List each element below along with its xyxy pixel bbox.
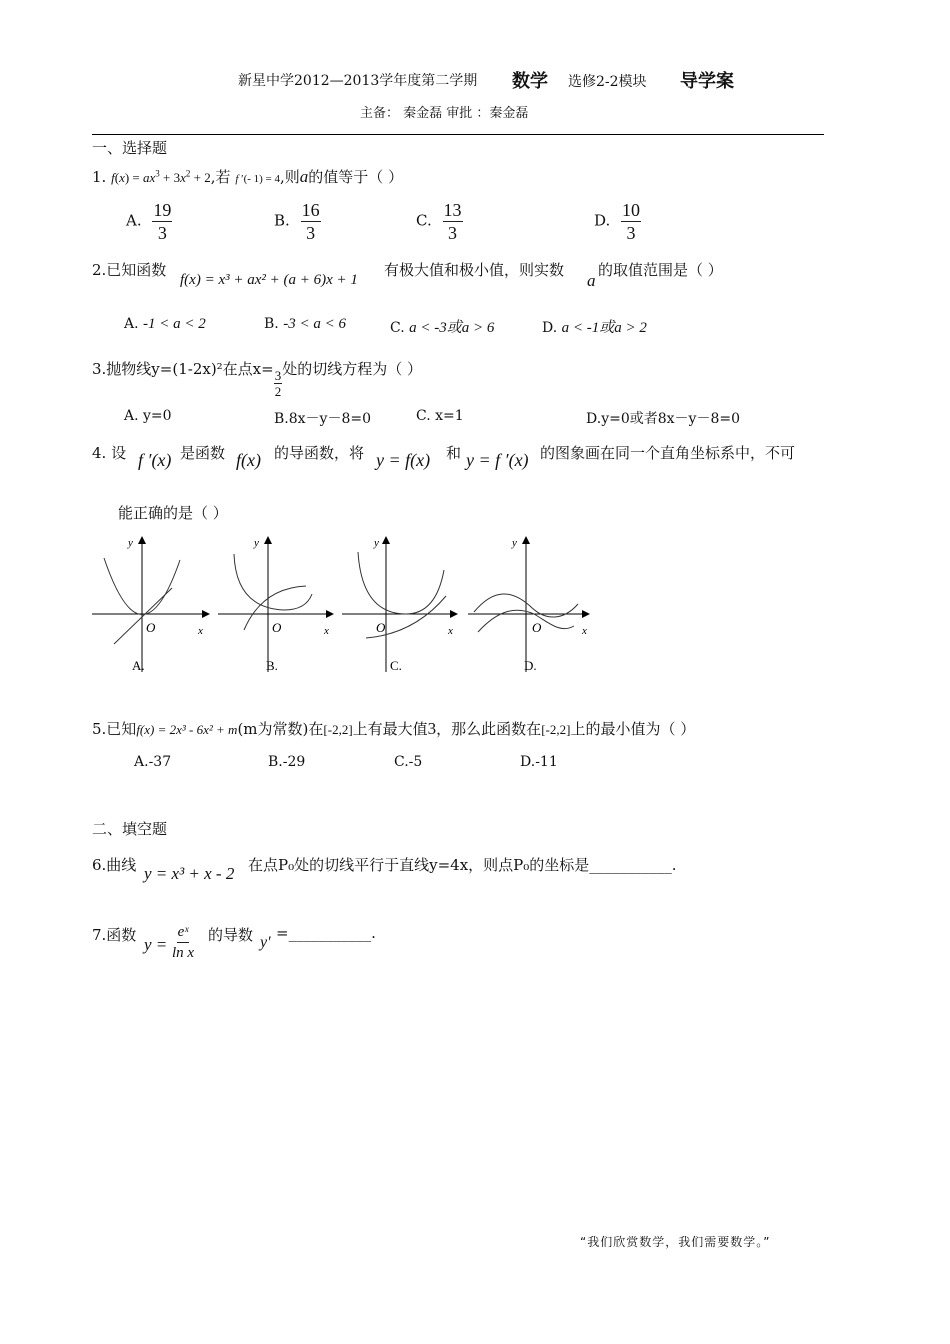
- curve-fprime: [114, 588, 172, 644]
- frac-num: 10: [622, 200, 641, 220]
- q4-and: 和: [446, 444, 462, 462]
- option-label: D.: [586, 411, 602, 427]
- q2-option-c[interactable]: [390, 316, 494, 337]
- module-name: 选修2-2模块: [568, 74, 647, 90]
- option-label: D.: [542, 320, 558, 336]
- q3-ask: 处的切线方程为（ ）: [282, 360, 422, 378]
- q2-option-d[interactable]: [542, 316, 647, 337]
- q1-option-b[interactable]: [274, 199, 321, 244]
- axis-x-label: x: [448, 625, 453, 637]
- axis-x-label: x: [582, 625, 587, 637]
- q5-option-d[interactable]: [520, 754, 558, 770]
- graph-c[interactable]: [342, 537, 456, 673]
- school-term: 新星中学2012—2013学年度第二学期: [238, 73, 478, 89]
- option-label: A.: [124, 408, 139, 424]
- q2-var: a: [587, 271, 596, 290]
- option-text: -1 < a < 2: [143, 316, 206, 332]
- section2-title: 二、填空题: [92, 820, 168, 838]
- q1-stem: 1. $f(x) = ax^3 + 3x^2 + 2$,若 f ′(- 1) = 4,则a的值等于（ ）: [92, 167, 404, 186]
- q1-tail: ,则: [280, 168, 300, 186]
- q7-text: 的导数: [208, 926, 254, 944]
- option-text: -37: [148, 754, 172, 770]
- q7-answer-line: [276, 924, 376, 942]
- q4-derivative: 的导函数，将: [274, 444, 365, 462]
- q3-stem: [92, 358, 422, 399]
- option-text: 8x－y－8=0: [288, 411, 372, 427]
- q6-end: .: [671, 856, 677, 874]
- curve-f: [358, 552, 444, 614]
- graph-label-a: A.: [132, 658, 145, 673]
- frac-den: 3: [157, 223, 167, 243]
- section1-title: 一、选择题: [92, 139, 168, 157]
- q5-ask: 上的最小值为（ ）: [570, 720, 696, 738]
- q3-option-d[interactable]: [586, 408, 740, 428]
- frac-den: 3: [626, 223, 636, 243]
- q1-var: a: [299, 167, 309, 186]
- option-text: x=1: [435, 408, 464, 424]
- q5-middle1: 在: [308, 720, 324, 738]
- subject-title: 数学: [512, 71, 548, 92]
- frac-den: 2: [274, 384, 282, 399]
- frac-num: eˣ: [177, 922, 190, 943]
- option-label: D.: [594, 211, 611, 230]
- q1-condition-word: 若: [215, 168, 231, 186]
- frac-num: 13: [443, 200, 462, 220]
- q4-line2: 能正确的是（ ）: [118, 504, 228, 522]
- q1-option-a[interactable]: [126, 199, 172, 244]
- option-label: B.: [274, 411, 289, 427]
- frac-den: ln x: [172, 945, 195, 961]
- q1-number: 1.: [92, 168, 107, 186]
- axis-x-label: x: [324, 625, 329, 637]
- option-text: -5: [408, 754, 423, 770]
- option-text: a < -1或a > 2: [561, 320, 647, 336]
- option-label: D.: [520, 754, 536, 770]
- axis-y-label: y: [128, 537, 133, 549]
- q6-answer-blank[interactable]: ___________: [589, 856, 672, 874]
- option-label: A.: [134, 754, 149, 770]
- graph-d[interactable]: [468, 537, 588, 673]
- q5-option-b[interactable]: [268, 754, 305, 770]
- option-text: y=0: [143, 408, 172, 424]
- option-text: -3 < a < 6: [283, 316, 346, 332]
- option-label: A.: [126, 211, 142, 230]
- origin-label: O: [532, 620, 542, 635]
- q2-option-a[interactable]: [124, 316, 206, 333]
- option-label: C.: [394, 754, 409, 770]
- q4-fprime: f ′(x): [138, 450, 172, 470]
- q5-max: 3: [427, 719, 437, 738]
- option-label: B.: [268, 754, 283, 770]
- q5-interval: [-2,2]: [323, 722, 353, 737]
- q2-option-b[interactable]: [264, 316, 346, 333]
- q1-option-c[interactable]: [416, 199, 463, 244]
- doc-type-title: 导学案: [680, 71, 734, 92]
- q6-text: [248, 854, 677, 875]
- option-text: a < -3或a > 6: [409, 320, 495, 336]
- q7-lead: 7.函数: [92, 926, 137, 944]
- q3-option-a[interactable]: [124, 408, 172, 424]
- option-label: C.: [416, 211, 432, 230]
- frac-num: 16: [301, 200, 320, 220]
- q7-end: .: [371, 924, 376, 942]
- q6-function: y = x³ + x - 2: [144, 864, 235, 883]
- q4-y-fp: y = f ′(x): [466, 450, 529, 470]
- q7-y-eq: y =: [144, 935, 168, 954]
- origin-label: O: [376, 620, 386, 635]
- frac-den: 3: [448, 223, 457, 243]
- q2-middle: 有极大值和极小值，则实数: [384, 261, 565, 279]
- header-divider: [92, 134, 824, 135]
- frac-den: 3: [306, 223, 316, 243]
- graph-label-c: C.: [390, 658, 402, 673]
- q7-answer-blank[interactable]: ___________: [288, 924, 372, 942]
- frac-num: 19: [153, 200, 172, 220]
- axis-x-label: x: [198, 625, 203, 637]
- option-text: -11: [535, 754, 558, 770]
- q4-graphs: [84, 530, 594, 680]
- axis-y-label: y: [374, 537, 379, 549]
- graph-b[interactable]: [218, 537, 332, 673]
- q2-lead: 2.已知函数: [92, 261, 167, 279]
- q1-ask: 的值等于（ ）: [308, 168, 404, 186]
- q3-option-c[interactable]: [416, 408, 464, 424]
- q5-paren: (m为常数): [237, 720, 309, 738]
- q7-eq: =: [276, 924, 289, 942]
- option-label: B.: [264, 316, 279, 332]
- q5-stem: [92, 718, 695, 739]
- option-label: C.: [390, 320, 405, 336]
- preparer-line: 主备： 秦金磊 审批 ：秦金磊: [360, 106, 529, 121]
- q5-interval2: [-2,2]: [541, 722, 571, 737]
- axis-y-label: y: [512, 537, 517, 549]
- curve-f: [234, 554, 312, 610]
- q6-lead: 6.曲线: [92, 856, 137, 874]
- origin-label: O: [272, 620, 282, 635]
- q5-middle3: ，那么此函数在: [436, 720, 542, 738]
- q4-lead: 4. 设: [92, 444, 127, 462]
- q4-fx: f(x): [236, 450, 261, 470]
- graph-label-d: D.: [524, 658, 537, 673]
- origin-label: O: [146, 620, 156, 635]
- q7-yprime: y′: [260, 934, 271, 951]
- q5-function: f(x) = 2x³ - 6x² + m: [136, 722, 238, 737]
- option-label: C.: [416, 408, 431, 424]
- q2-ask: 的取值范围是（ ）: [598, 261, 723, 279]
- q3-lead: 3.抛物线y=(1-2x)²在点x=: [92, 360, 274, 378]
- graph-a[interactable]: [92, 537, 208, 673]
- q2-function: f(x) = x³ + ax² + (a + 6)x + 1: [180, 272, 358, 288]
- option-label: A.: [124, 316, 139, 332]
- q5-middle2: 上有最大值: [352, 720, 428, 738]
- option-text: -29: [282, 754, 306, 770]
- q4-y-f: y = f(x): [376, 450, 431, 470]
- frac-num: 3: [274, 368, 282, 383]
- q3-option-b[interactable]: [274, 408, 371, 428]
- q5-lead: 5.已知: [92, 720, 137, 738]
- axis-y-label: y: [254, 537, 259, 549]
- q5-option-a[interactable]: [134, 754, 171, 770]
- q5-option-c[interactable]: [394, 754, 422, 770]
- q4-is-func: 是函数: [180, 444, 226, 462]
- q6-body: 在点P₀处的切线平行于直线y=4x，则点P₀的坐标是: [248, 856, 590, 874]
- footer-motto: “我们欣赏数学，我们需要数学。”: [580, 1235, 771, 1249]
- q1-function: f: [111, 170, 115, 185]
- q1-option-d[interactable]: [594, 199, 641, 244]
- graph-label-b: B.: [266, 658, 278, 673]
- option-text: y=0或者8x－y－8=0: [601, 411, 740, 427]
- q7-fraction: [172, 922, 194, 963]
- option-label: B.: [274, 211, 290, 230]
- q4-tail: 的图象画在同一个直角坐标系中，不可: [540, 444, 796, 462]
